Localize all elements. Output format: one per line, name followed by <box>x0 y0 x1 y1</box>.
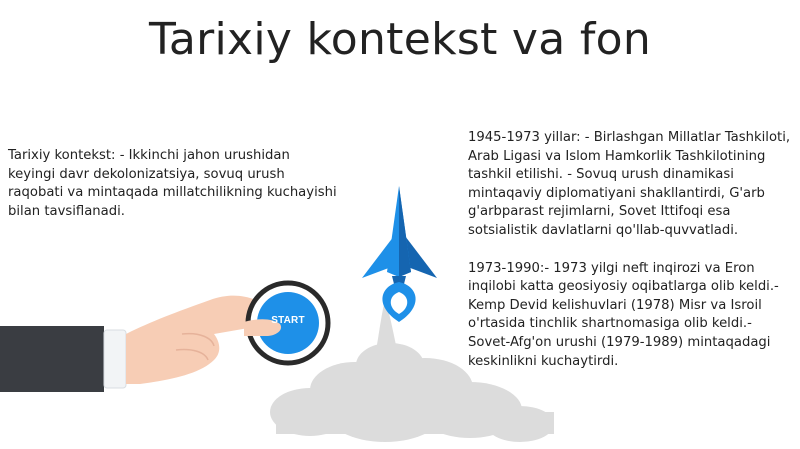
rocket-icon <box>362 186 437 322</box>
start-button-label[interactable]: START <box>271 315 305 326</box>
context-paragraph: Tarixiy kontekst: - Ikkinchi jahon urushidan keyingi davr dekolonizatsiya, sovuq urush raqobati va mintaqada millatchilikning kuchayishi bilan tavsiflanadi. <box>8 148 337 219</box>
period-1973-1990-paragraph: 1973-1990:- 1973 yilgi neft inqirozi va Eron inqilobi katta geosiyosiy oqibatlarga olib keldi.- Kemp Devid kelishuvlari (1978) Misr va Isroil o'rtasida tinchlik shartnomasiga olib keldi.- Sovet-Afg'on urushi (1979-1989) mintaqadagi keskinlikni kuchaytirdi. <box>468 260 779 369</box>
period-1945-1973-paragraph: 1945-1973 yillar: - Birlashgan Millatlar Tashkiloti, Arab Ligasi va Islom Hamkorlik Tashkilotining tashkil etilishi. - Sovuq urush dinamikasi mintaqaviy diplomatiyani shakllantirdi, G'arb g'arbparast rejimlarni, Sovet Ittifoqi esa sotsialistik davlatlarni qo'llab-quvvatladi. <box>468 130 791 238</box>
pointing-hand <box>0 296 270 392</box>
slide-title: Tarixiy kontekst va fon <box>148 14 652 65</box>
